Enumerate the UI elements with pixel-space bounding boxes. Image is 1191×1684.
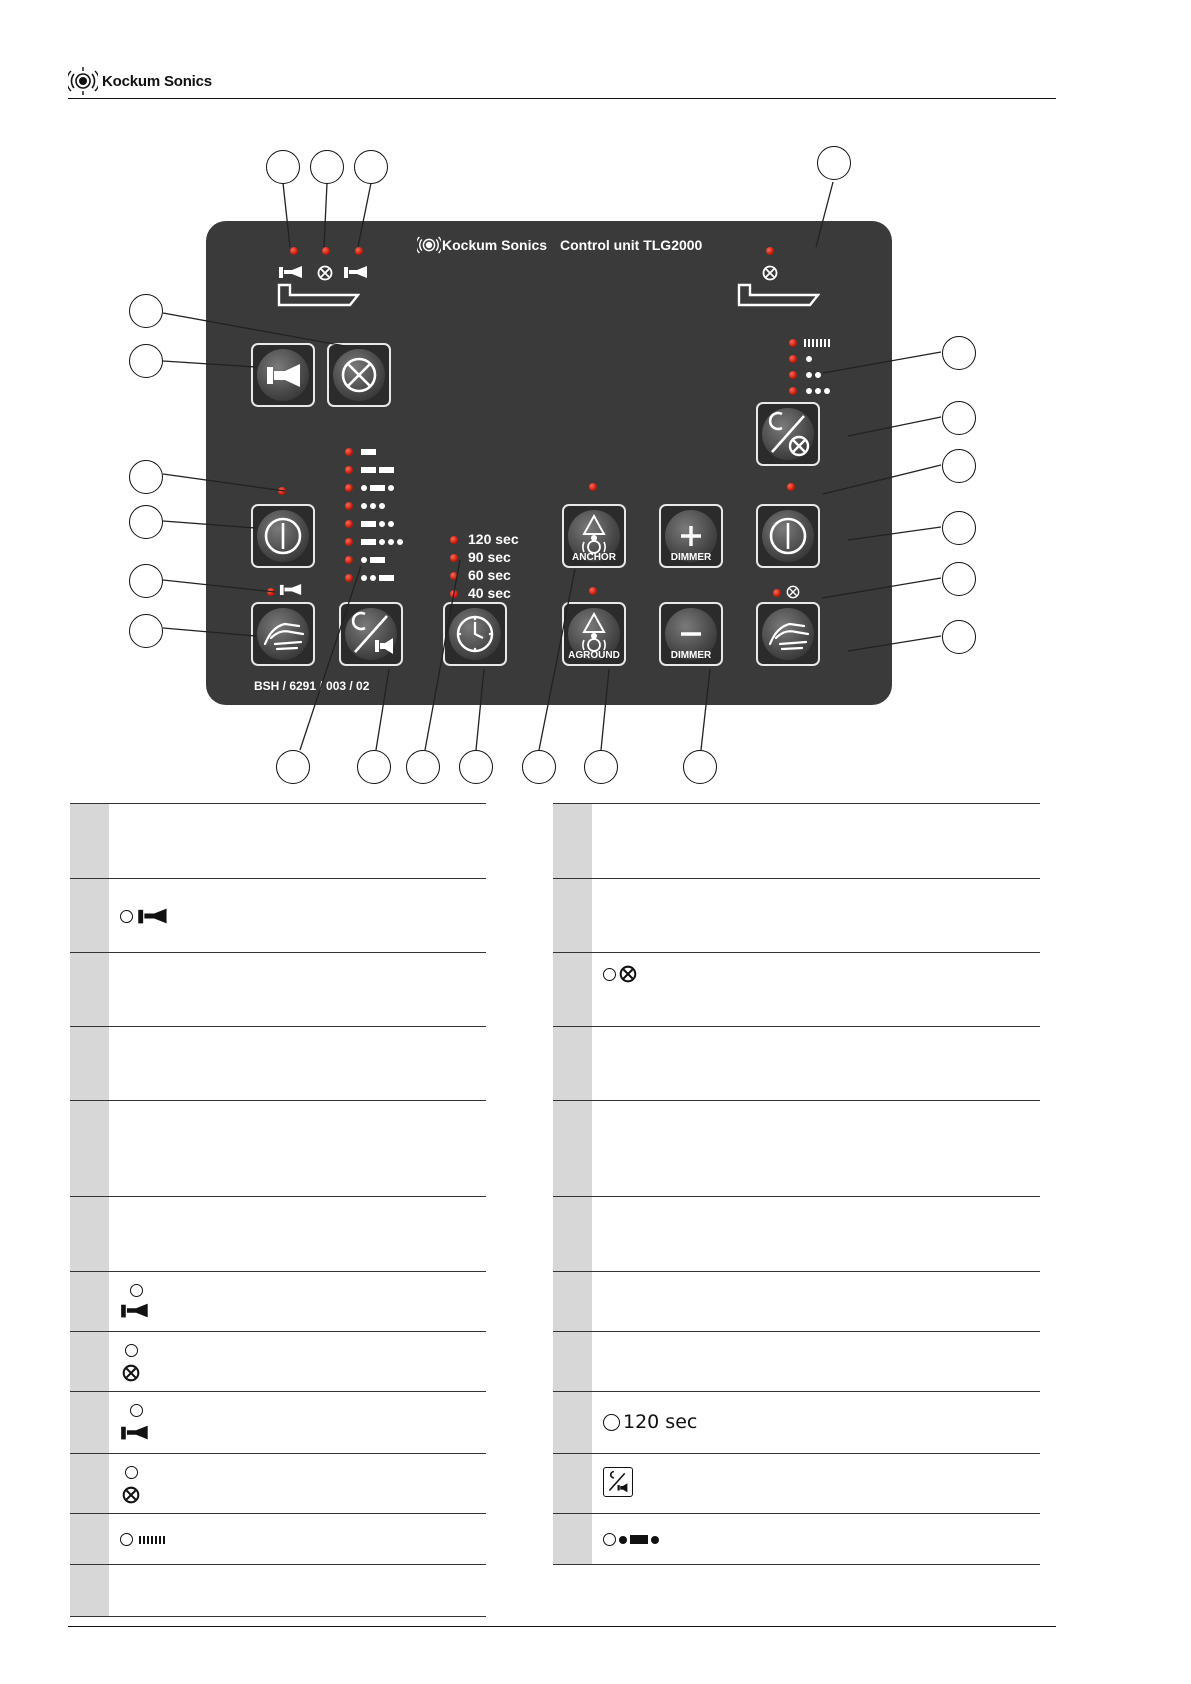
panel-brand: Kockum Sonics [442,237,548,253]
table-row [553,953,1040,1027]
callout [584,750,618,784]
callout [942,562,976,596]
callout [942,511,976,545]
callout [942,401,976,435]
callout [129,505,163,539]
table-row [70,1332,486,1392]
continuous-signal-icon [137,1535,171,1545]
table-row [553,1027,1040,1101]
led-symbol-icon [120,1533,133,1546]
callout [129,344,163,378]
dimmer-up-label: DIMMER [670,552,712,563]
table-row [553,1272,1040,1332]
timer-label-90: 90 sec [468,549,511,565]
header-brand: Kockum Sonics [102,72,212,90]
table-row [70,1454,486,1514]
anchor-label: ANCHOR [572,552,616,563]
table-row [70,1272,486,1332]
table-row [70,1392,486,1454]
led-symbol-icon [130,1284,143,1297]
horn-icon [120,1424,150,1441]
callout-leaders [0,0,1191,800]
led-symbol-icon [603,1533,616,1546]
callout [406,750,440,784]
table-row [553,1514,1040,1565]
callout [522,750,556,784]
callout [276,750,310,784]
callout [354,150,388,184]
table-row [70,879,486,953]
model-code: BSH / 6291 / 003 / 02 [254,679,370,693]
callout [310,150,344,184]
timer-legend-label: 120 sec [623,1411,698,1433]
table-row [553,1101,1040,1197]
callout [683,750,717,784]
table-row [553,879,1040,953]
clear-horn-icon [603,1467,633,1497]
legend-table-right [553,803,1040,1565]
callout [459,750,493,784]
aground-label: AGROUND [568,650,620,661]
led-symbol-icon [125,1344,138,1357]
table-row [70,1565,486,1617]
led-symbol-icon [130,1404,143,1417]
fault-icon [122,1364,140,1382]
callout [129,460,163,494]
horn-icon [120,1302,150,1319]
led-symbol-icon [125,1466,138,1479]
table-row [553,1197,1040,1272]
panel-title: Control unit TLG2000 [560,237,703,253]
table-row [70,953,486,1027]
fault-icon [122,1486,140,1504]
table-row [70,804,486,879]
dimmer-down-label: DIMMER [670,650,712,661]
table-row [553,804,1040,879]
led-symbol-icon [120,910,133,923]
table-row [70,1514,486,1565]
table-row [553,1332,1040,1392]
table-row [70,1197,486,1272]
callout [817,146,851,180]
led-symbol-icon [603,968,616,981]
timer-label-120: 120 sec [468,531,519,547]
callout [357,750,391,784]
callout [942,620,976,654]
led-symbol-icon [603,1414,620,1431]
callout [266,150,300,184]
callout [942,336,976,370]
callout [129,564,163,598]
table-row [70,1101,486,1197]
footer-rule [68,1626,1056,1627]
seq-dot-bar-dot-icon [619,1535,659,1544]
callout [942,449,976,483]
legend-table-left [70,803,486,1617]
callout [129,614,163,648]
table-row [553,1392,1040,1454]
timer-label-40: 40 sec [468,585,511,601]
timer-label-60: 60 sec [468,567,511,583]
table-row [70,1027,486,1101]
table-row [553,1454,1040,1514]
callout [129,294,163,328]
fault-icon [619,965,637,983]
horn-icon [137,907,169,925]
